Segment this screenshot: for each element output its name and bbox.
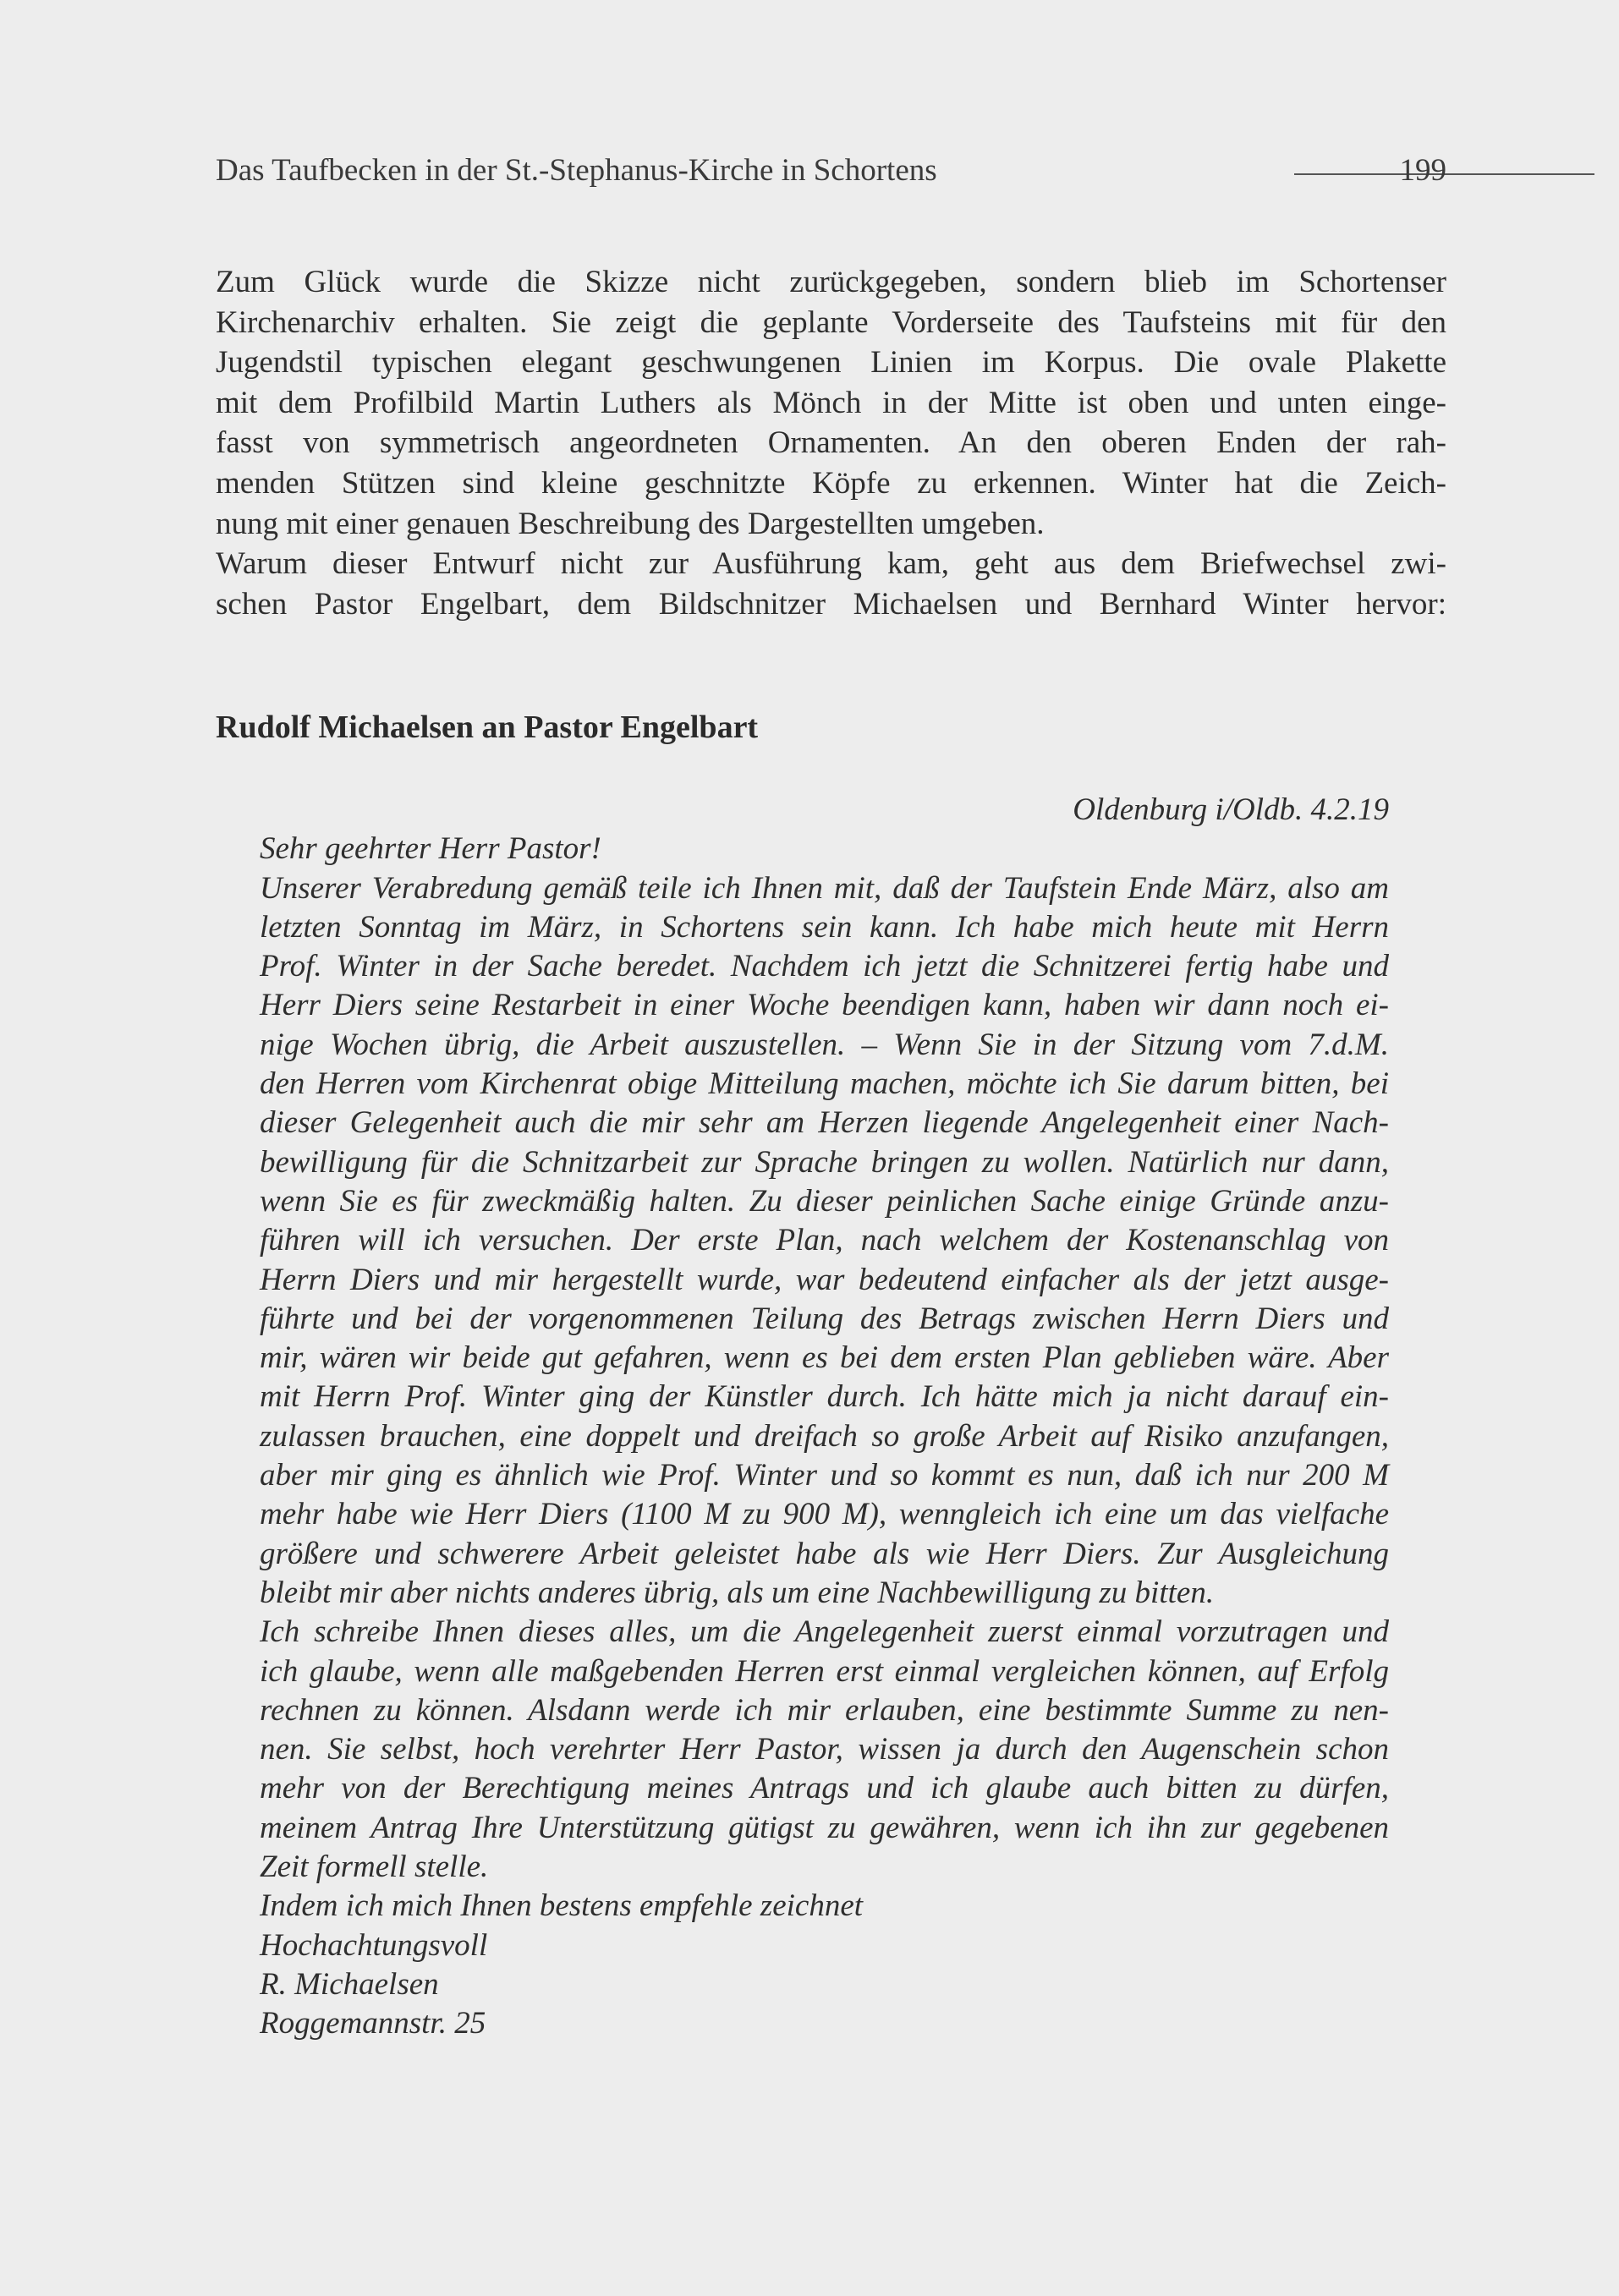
letter-body xyxy=(260,791,1389,2044)
intro-line: schen Pastor Engelbart, dem Bildschnitzer Michaelsen und Bernhard Winter hervor: xyxy=(216,586,1446,622)
letter-line: bewilligung für die Schnitzarbeit zur Sprache bringen zu wollen. Natürlich nur dann, xyxy=(260,1144,1389,1180)
intro-line: mit dem Profilbild Martin Luthers als Mönch in der Mitte ist oben und unten einge- xyxy=(216,385,1446,420)
intro-paragraph xyxy=(216,262,1446,624)
letter-place-date: Oldenburg i/Oldb. 4.2.19 xyxy=(1073,792,1389,827)
running-title: Das Taufbecken in der St.-Stephanus-Kirche in Schortens xyxy=(216,153,937,188)
letter-line: nige Wochen übrig, die Arbeit auszustellen. – Wenn Sie in der Sitzung vom 7.d.M. xyxy=(260,1027,1389,1062)
letter-line: führen will ich versuchen. Der erste Plan, nach welchem der Kostenanschlag von xyxy=(260,1223,1389,1258)
intro-line: Warum dieser Entwurf nicht zur Ausführung kam, geht aus dem Briefwechsel zwi- xyxy=(216,546,1446,582)
letter-line: rechnen zu können. Alsdann werde ich mir erlauben, eine bestimmte Summe zu nen- xyxy=(260,1692,1389,1728)
letter-line: dieser Gelegenheit auch die mir sehr am Herzen liegende Angelegenheit einer Nach- xyxy=(260,1105,1389,1141)
letter-line: Indem ich mich Ihnen bestens empfehle zeichnet xyxy=(260,1888,864,1924)
letter-line: mir, wären wir beide gut gefahren, wenn es bei dem ersten Plan geblieben wäre. Aber xyxy=(260,1340,1389,1376)
letter-line: Zeit formell stelle. xyxy=(260,1849,489,1885)
letter-line: aber mir ging es ähnlich wie Prof. Winter und so kommt es nun, daß ich nur 200 M xyxy=(260,1458,1389,1493)
intro-line: Zum Glück wurde die Skizze nicht zurückgegeben, sondern blieb im Schortenser xyxy=(216,265,1446,299)
letter-line: führte und bei der vorgenommenen Teilung des Betrags zwischen Herrn Diers und xyxy=(260,1301,1389,1336)
intro-line: Jugendstil typischen elegant geschwungenen Linien im Korpus. Die ovale Plakette xyxy=(216,345,1446,381)
letter-line: mit Herrn Prof. Winter ging der Künstler durch. Ich hätte mich ja nicht darauf ein- xyxy=(260,1379,1389,1415)
letter-lines xyxy=(260,830,1389,2043)
letter-line: zulassen brauchen, eine doppelt und dreifach so große Arbeit auf Risiko anzufangen, xyxy=(260,1418,1389,1454)
letter-line: letzten Sonntag im März, in Schortens sein kann. Ich habe mich heute mit Herrn xyxy=(260,909,1389,945)
letter-line: Herrn Diers und mir hergestellt wurde, war bedeutend einfacher als der jetzt ausge- xyxy=(260,1262,1389,1297)
letter-line: meinem Antrag Ihre Unterstützung gütigst zu gewähren, wenn ich ihn zur gegebenen xyxy=(260,1810,1389,1845)
letter-line: Prof. Winter in der Sache beredet. Nachdem ich jetzt die Schnitzerei fertig habe und xyxy=(260,949,1389,984)
letter-line: nen. Sie selbst, hoch verehrter Herr Pastor, wissen ja durch den Augenschein schon xyxy=(260,1732,1389,1767)
letter-line: Sehr geehrter Herr Pastor! xyxy=(260,831,601,867)
letter-line: ich glaube, wenn alle maßgebenden Herren erst einmal vergleichen können, auf Erfolg xyxy=(260,1653,1389,1689)
letter-line: Herr Diers seine Restarbeit in einer Woche beendigen kann, haben wir dann noch ei- xyxy=(260,988,1389,1023)
intro-line: nung mit einer genauen Beschreibung des Dargestellten umgeben. xyxy=(216,506,1045,541)
running-header xyxy=(216,152,1446,195)
letter-line: Unserer Verabredung gemäß teile ich Ihnen mit, daß der Taufstein Ende März, also am xyxy=(260,870,1389,906)
letter-line: R. Michaelsen xyxy=(260,1966,439,2002)
letter-line: mehr von der Berechtigung meines Antrags und ich glaube auch bitten zu dürfen, xyxy=(260,1771,1389,1806)
letter-line: Hochachtungsvoll xyxy=(260,1927,488,1963)
letter-line: mehr habe wie Herr Diers (1100 M zu 900 M), wenngleich ich eine um das vielfache xyxy=(260,1497,1389,1532)
letter-line: Ich schreibe Ihnen dieses alles, um die Angelegenheit zuerst einmal vorzutragen und xyxy=(260,1614,1389,1650)
letter-line: Roggemannstr. 25 xyxy=(260,2006,486,2041)
letter-line: bleibt mir aber nichts anderes übrig, als um eine Nachbewilligung zu bitten. xyxy=(260,1575,1215,1610)
page-number: 199 xyxy=(1399,153,1446,188)
intro-line: fasst von symmetrisch angeordneten Ornamenten. An den oberen Enden der rah- xyxy=(216,425,1446,461)
intro-line: menden Stützen sind kleine geschnitzte Köpfe zu erkennen. Winter hat die Zeich- xyxy=(216,465,1446,501)
letter-line: wenn Sie es für zweckmäßig halten. Zu dieser peinlichen Sache einige Gründe anzu- xyxy=(260,1183,1389,1219)
intro-line: Kirchenarchiv erhalten. Sie zeigt die geplante Vorderseite des Taufsteins mit für den xyxy=(216,304,1446,340)
section-heading: Rudolf Michaelsen an Pastor Engelbart xyxy=(216,710,759,745)
letter-line: den Herren vom Kirchenrat obige Mitteilung machen, möchte ich Sie darum bitten, bei xyxy=(260,1066,1389,1102)
letter-line: größere und schwerere Arbeit geleistet habe als wie Herr Diers. Zur Ausgleichung xyxy=(260,1536,1389,1571)
